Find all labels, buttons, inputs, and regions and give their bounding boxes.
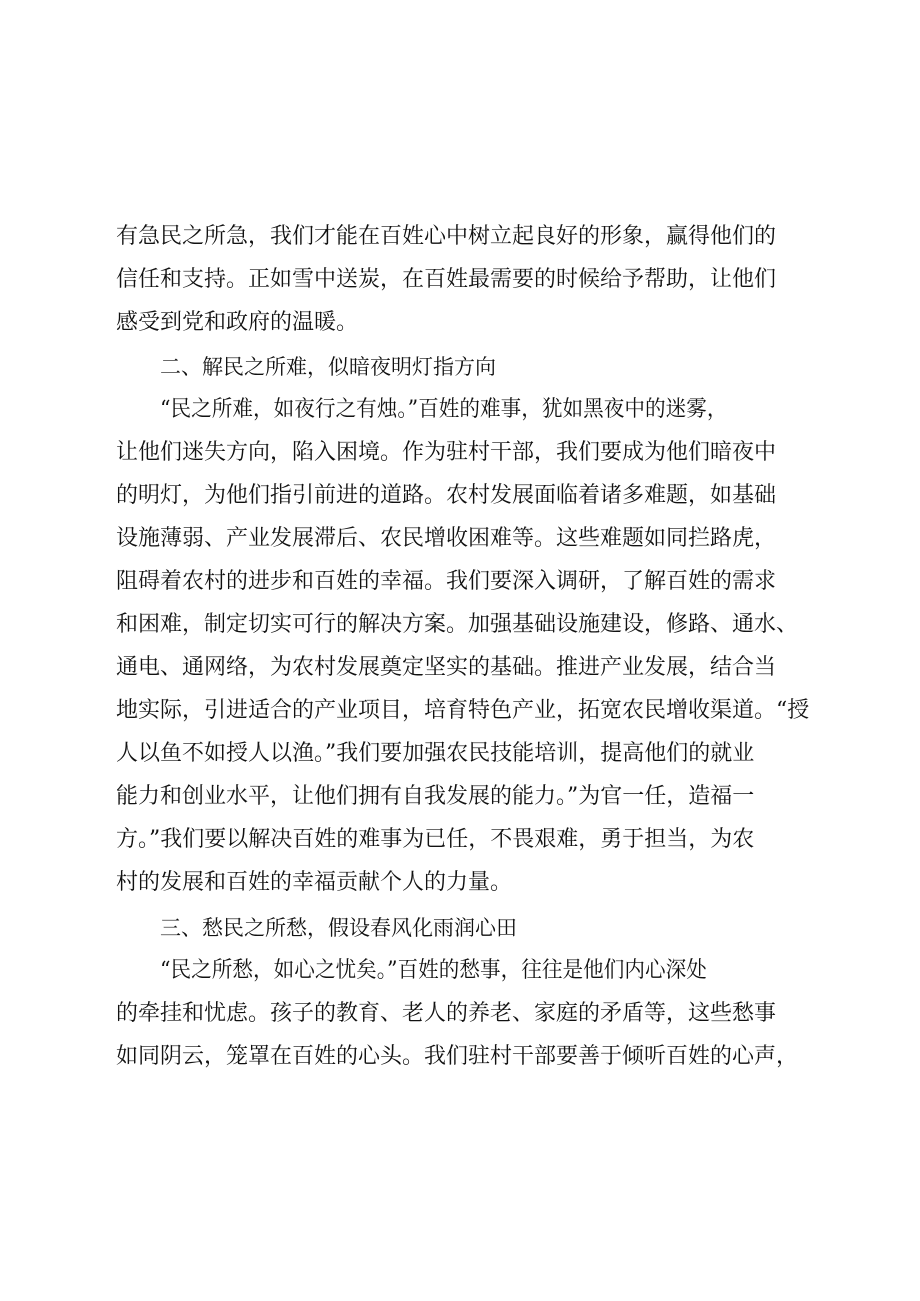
paragraph-line: 地实际，引进适合的产业项目，培育特色产业，拓宽农民增收渠道。“授 <box>116 698 810 723</box>
paragraph-line: 阻碍着农村的进步和百姓的幸福。我们要深入调研，了解百姓的需求 <box>116 569 777 594</box>
paragraph-line: 让他们迷失方向，陷入困境。作为驻村干部，我们要成为他们暗夜中 <box>116 440 777 465</box>
paragraph-line: 村的发展和百姓的幸福贡献个人的力量。 <box>116 870 513 895</box>
section-heading: 三、愁民之所愁，假设春风化雨润心田 <box>160 916 517 940</box>
paragraph-line: 信任和支持。正如雪中送炭，在百姓最需要的时候给予帮助，让他们 <box>116 267 777 292</box>
paragraph-line: “民之所愁，如心之忧矣。”百姓的愁事，往往是他们内心深处 <box>160 958 707 983</box>
paragraph-line: 的牵挂和忧虑。孩子的教育、老人的养老、家庭的矛盾等，这些愁事 <box>116 1001 777 1026</box>
paragraph-line: 方。”我们要以解决百姓的难事为已任，不畏艰难，勇于担当，为农 <box>116 827 755 852</box>
paragraph-line: 人以鱼不如授人以渔。”我们要加强农民技能培训，提高他们的就业 <box>116 741 755 766</box>
paragraph-line: 能力和创业水平，让他们拥有自我发展的能力。”为官一任，造福一 <box>116 784 755 809</box>
paragraph-line: 和困难，制定切实可行的解决方案。加强基础设施建设，修路、通水、 <box>116 612 799 637</box>
paragraph-line: 感受到党和政府的温暖。 <box>116 310 359 335</box>
paragraph-line: 的明灯，为他们指引前进的道路。农村发展面临着诸多难题，如基础 <box>116 483 777 508</box>
paragraph-line: 如同阴云，笼罩在百姓的心头。我们驻村干部要善于倾听百姓的心声， <box>116 1044 799 1069</box>
paragraph-line: 通电、通网络，为农村发展奠定坚实的基础。推进产业发展，结合当 <box>116 655 777 680</box>
section-heading: 二、解民之所难，似暗夜明灯指方向 <box>160 355 496 379</box>
paragraph-line: “民之所难，如夜行之有烛。”百姓的难事，犹如黑夜中的迷雾， <box>160 397 728 422</box>
paragraph-line: 有急民之所急，我们才能在百姓心中树立起良好的形象，赢得他们的 <box>116 224 777 249</box>
paragraph-line: 设施薄弱、产业发展滞后、农民增收困难等。这些难题如同拦路虎， <box>116 526 777 551</box>
